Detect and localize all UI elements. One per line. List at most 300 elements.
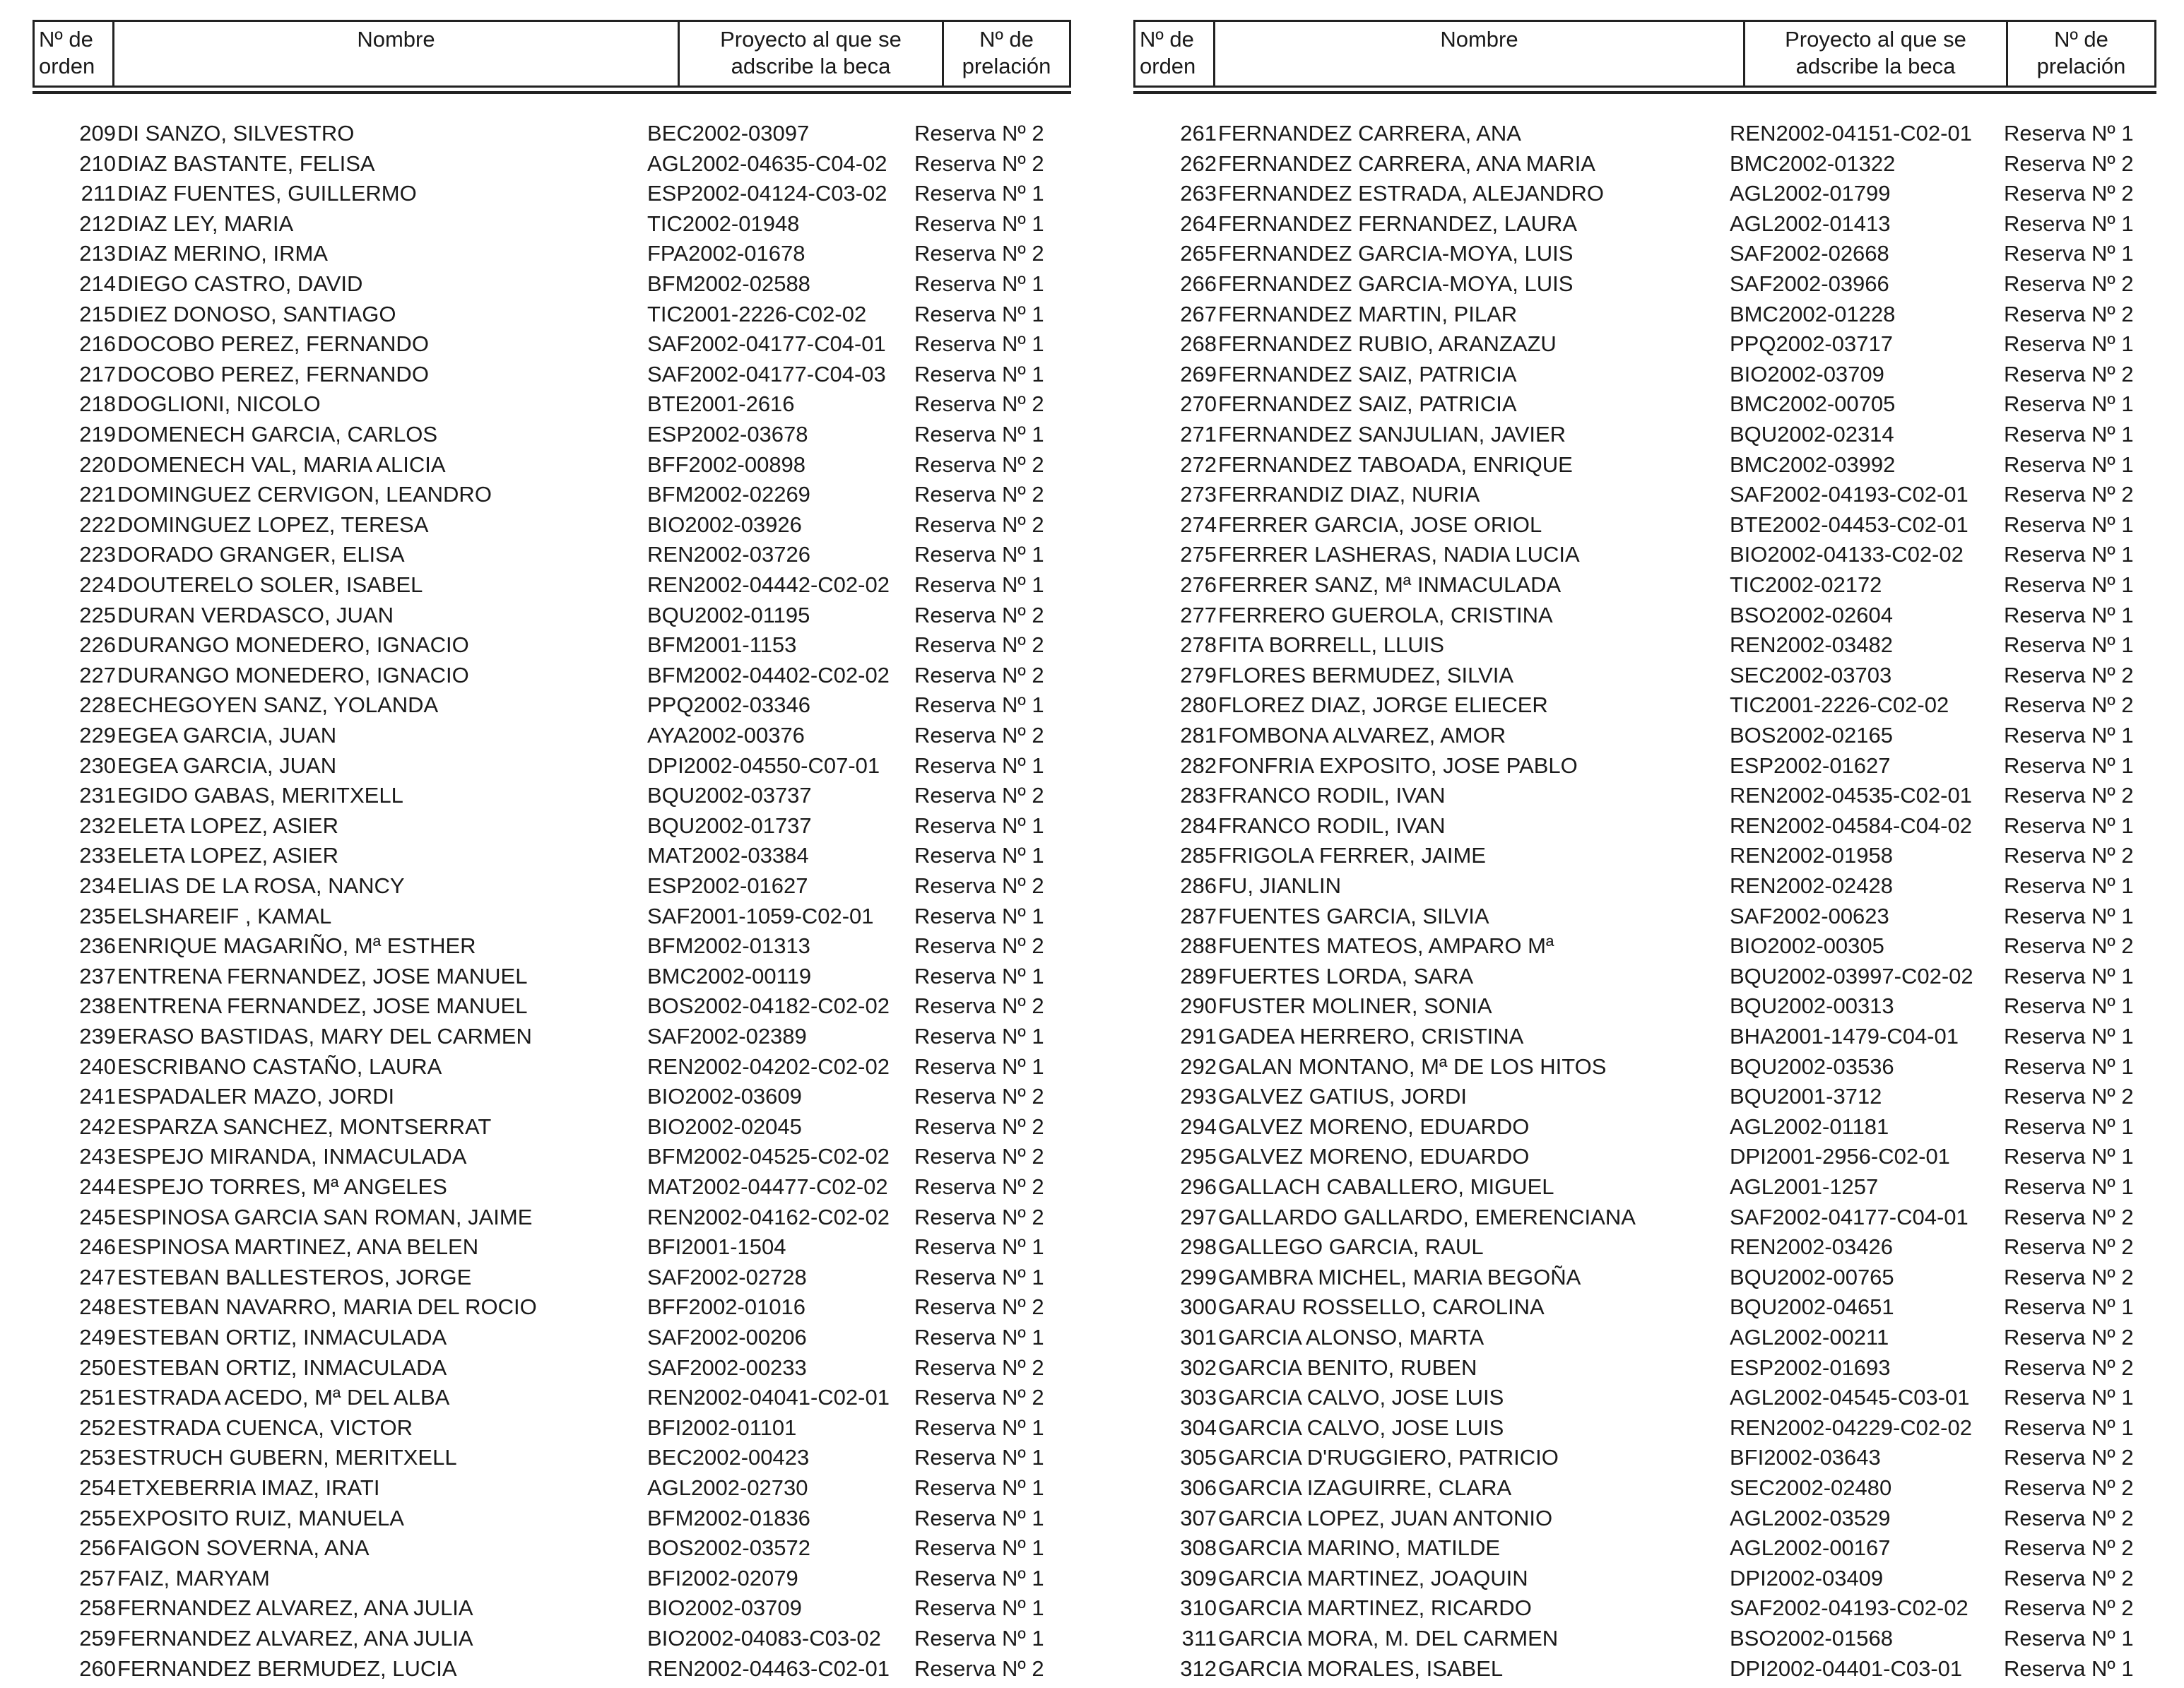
row-prelacion: Reserva Nº 1 (2004, 451, 2134, 477)
row-nombre: FUSTER MOLINER, SONIA (1218, 993, 1492, 1019)
row-orden: 290 (1180, 993, 1217, 1019)
row-nombre: ESTRADA CUENCA, VICTOR (117, 1415, 413, 1440)
row-nombre: FUENTES MATEOS, AMPARO Mª (1218, 933, 1554, 959)
row-orden: 294 (1180, 1114, 1217, 1139)
row-prelacion: Reserva Nº 2 (914, 1084, 1044, 1109)
row-orden: 211 (81, 181, 116, 206)
table-row (33, 721, 1071, 750)
row-orden: 255 (79, 1505, 116, 1530)
row-proyecto: TIC2002-01948 (647, 211, 800, 236)
header-proyecto: Proyecto al que se adscribe la beca (678, 22, 942, 85)
table-row (33, 991, 1071, 1021)
table-row (1133, 1624, 2156, 1653)
row-nombre: ELIAS DE LA ROSA, NANCY (117, 873, 405, 898)
row-nombre: DORADO GRANGER, ELISA (117, 542, 405, 567)
header-proyecto: Proyecto al que se adscribe la beca (1743, 22, 2006, 85)
table-row (33, 1292, 1071, 1322)
row-proyecto: SAF2002-00233 (647, 1354, 807, 1380)
row-proyecto: SAF2002-04177-C04-03 (647, 361, 886, 386)
table-row (1133, 1323, 2156, 1352)
row-orden: 238 (79, 993, 116, 1019)
row-prelacion: Reserva Nº 2 (2004, 1475, 2134, 1500)
table-row (33, 1142, 1071, 1171)
row-orden: 241 (79, 1084, 116, 1109)
table-row (33, 811, 1071, 841)
table-row (33, 1112, 1071, 1142)
row-proyecto: REN2002-04584-C04-02 (1730, 813, 1972, 838)
row-proyecto: TIC2001-2226-C02-02 (1730, 692, 1949, 718)
table-row (1133, 690, 2156, 720)
row-proyecto: SAF2002-04177-C04-01 (647, 331, 886, 357)
row-orden: 227 (79, 662, 116, 687)
row-nombre: FAIGON SOVERNA, ANA (117, 1535, 370, 1561)
row-orden: 297 (1180, 1204, 1217, 1229)
row-nombre: FERNANDEZ GARCIA-MOYA, LUIS (1218, 241, 1574, 266)
table-row (33, 360, 1071, 389)
row-nombre: FLOREZ DIAZ, JORGE ELIECER (1218, 692, 1548, 718)
table-row (1133, 1413, 2156, 1443)
row-nombre: FERRER GARCIA, JOSE ORIOL (1218, 512, 1542, 537)
row-proyecto: BIO2002-03609 (647, 1084, 802, 1109)
row-prelacion: Reserva Nº 2 (2004, 1084, 2134, 1109)
row-proyecto: BQU2002-00765 (1730, 1264, 1894, 1289)
table-header (33, 20, 1071, 88)
row-prelacion: Reserva Nº 2 (2004, 1264, 2134, 1289)
row-prelacion: Reserva Nº 1 (2004, 1294, 2134, 1320)
row-orden: 272 (1180, 451, 1217, 477)
row-proyecto: REN2002-04162-C02-02 (647, 1204, 890, 1229)
row-prelacion: Reserva Nº 1 (914, 752, 1044, 778)
row-prelacion: Reserva Nº 2 (2004, 150, 2134, 176)
row-orden: 214 (79, 271, 116, 296)
row-prelacion: Reserva Nº 1 (914, 1234, 1044, 1260)
row-orden: 288 (1180, 933, 1217, 959)
row-prelacion: Reserva Nº 1 (2004, 331, 2134, 357)
row-orden: 219 (79, 422, 116, 447)
row-nombre: ESPEJO MIRANDA, INMACULADA (117, 1144, 467, 1169)
row-prelacion: Reserva Nº 1 (914, 361, 1044, 386)
row-prelacion: Reserva Nº 1 (914, 422, 1044, 447)
row-nombre: GARCIA BENITO, RUBEN (1218, 1354, 1477, 1380)
row-proyecto: ESP2002-01627 (1730, 752, 1891, 778)
row-proyecto: BFM2002-04402-C02-02 (647, 662, 890, 687)
left-table (33, 20, 1071, 1681)
row-nombre: GALVEZ MORENO, EDUARDO (1218, 1114, 1530, 1139)
row-orden: 225 (79, 602, 116, 627)
row-nombre: GALVEZ MORENO, EDUARDO (1218, 1144, 1530, 1169)
row-nombre: ESTRUCH GUBERN, MERITXELL (117, 1445, 457, 1470)
row-prelacion: Reserva Nº 2 (2004, 692, 2134, 718)
row-nombre: FU, JIANLIN (1218, 873, 1341, 898)
row-nombre: GALLACH CABALLERO, MIGUEL (1218, 1174, 1554, 1199)
row-orden: 239 (79, 1024, 116, 1049)
row-nombre: ELSHAREIF , KAMAL (117, 903, 332, 928)
row-orden: 283 (1180, 783, 1217, 808)
row-nombre: ELETA LOPEZ, ASIER (117, 813, 338, 838)
row-prelacion: Reserva Nº 2 (914, 1294, 1044, 1320)
row-nombre: ETXEBERRIA IMAZ, IRATI (117, 1475, 380, 1500)
row-prelacion: Reserva Nº 2 (914, 1144, 1044, 1169)
table-row (1133, 1172, 2156, 1202)
row-prelacion: Reserva Nº 2 (914, 241, 1044, 266)
row-nombre: FERNANDEZ ESTRADA, ALEJANDRO (1218, 181, 1605, 206)
row-prelacion: Reserva Nº 2 (914, 1114, 1044, 1139)
row-nombre: DIAZ BASTANTE, FELISA (117, 150, 375, 176)
row-orden: 312 (1180, 1655, 1217, 1681)
row-nombre: GARCIA IZAGUIRRE, CLARA (1218, 1475, 1512, 1500)
row-prelacion: Reserva Nº 1 (2004, 572, 2134, 597)
row-proyecto: BQU2002-01195 (647, 602, 810, 627)
row-orden: 266 (1180, 271, 1217, 296)
row-nombre: ESCRIBANO CASTAÑO, LAURA (117, 1053, 442, 1079)
row-prelacion: Reserva Nº 1 (914, 843, 1044, 868)
row-orden: 230 (79, 752, 116, 778)
row-proyecto: REN2002-04535-C02-01 (1730, 783, 1972, 808)
row-nombre: ESPEJO TORRES, Mª ANGELES (117, 1174, 447, 1199)
row-proyecto: AYA2002-00376 (647, 723, 805, 748)
table-row (1133, 360, 2156, 389)
row-orden: 289 (1180, 963, 1217, 988)
table-row (1133, 269, 2156, 299)
row-nombre: GARCIA MORALES, ISABEL (1218, 1655, 1504, 1681)
row-orden: 245 (79, 1204, 116, 1229)
row-nombre: GARAU ROSSELLO, CAROLINA (1218, 1294, 1545, 1320)
row-proyecto: AGL2001-1257 (1730, 1174, 1879, 1199)
row-prelacion: Reserva Nº 2 (914, 632, 1044, 658)
row-orden: 264 (1180, 211, 1217, 236)
row-proyecto: BSO2002-02604 (1730, 602, 1893, 627)
table-row (1133, 781, 2156, 810)
table-row (1133, 871, 2156, 901)
row-orden: 256 (79, 1535, 116, 1561)
row-proyecto: BMC2002-03992 (1730, 451, 1896, 477)
row-prelacion: Reserva Nº 2 (914, 1174, 1044, 1199)
table-row (33, 179, 1071, 208)
table-row (33, 1533, 1071, 1563)
row-orden: 285 (1180, 843, 1217, 868)
row-proyecto: AGL2002-04545-C03-01 (1730, 1385, 1970, 1410)
row-proyecto: BOS2002-03572 (647, 1535, 810, 1561)
row-orden: 244 (79, 1174, 116, 1199)
row-orden: 226 (79, 632, 116, 658)
row-proyecto: AGL2002-01413 (1730, 211, 1891, 236)
table-row (1133, 480, 2156, 509)
row-prelacion: Reserva Nº 1 (2004, 1415, 2134, 1440)
table-row (1133, 389, 2156, 419)
row-prelacion: Reserva Nº 1 (2004, 512, 2134, 537)
row-nombre: ESPINOSA MARTINEZ, ANA BELEN (117, 1234, 479, 1260)
table-row (33, 902, 1071, 931)
row-prelacion: Reserva Nº 1 (914, 1595, 1044, 1621)
row-proyecto: DPI2001-2956-C02-01 (1730, 1144, 1950, 1169)
row-proyecto: AGL2002-01181 (1730, 1114, 1889, 1139)
table-row (1133, 1263, 2156, 1292)
row-prelacion: Reserva Nº 1 (914, 301, 1044, 326)
row-proyecto: SAF2002-02668 (1730, 241, 1889, 266)
row-proyecto: DPI2002-04550-C07-01 (647, 752, 880, 778)
row-prelacion: Reserva Nº 1 (914, 572, 1044, 597)
table-row (1133, 1022, 2156, 1051)
row-orden: 222 (79, 512, 116, 537)
table-row (33, 781, 1071, 810)
row-proyecto: REN2002-04041-C02-01 (647, 1385, 890, 1410)
row-prelacion: Reserva Nº 2 (2004, 361, 2134, 386)
row-prelacion: Reserva Nº 2 (914, 723, 1044, 748)
row-nombre: ESTEBAN ORTIZ, INMACULADA (117, 1354, 447, 1380)
row-proyecto: BMC2002-00705 (1730, 391, 1896, 417)
row-proyecto: SEC2002-03703 (1730, 662, 1892, 687)
row-prelacion: Reserva Nº 2 (914, 662, 1044, 687)
row-nombre: FRANCO RODIL, IVAN (1218, 783, 1446, 808)
row-prelacion: Reserva Nº 1 (914, 1024, 1044, 1049)
row-proyecto: BFI2002-03643 (1730, 1445, 1881, 1470)
row-prelacion: Reserva Nº 1 (914, 211, 1044, 236)
row-orden: 249 (79, 1325, 116, 1350)
row-orden: 275 (1180, 542, 1217, 567)
row-prelacion: Reserva Nº 2 (2004, 783, 2134, 808)
row-prelacion: Reserva Nº 1 (2004, 241, 2134, 266)
row-proyecto: BTE2001-2616 (647, 391, 795, 417)
row-proyecto: BQU2002-03536 (1730, 1053, 1894, 1079)
row-nombre: ESTRADA ACEDO, Mª DEL ALBA (117, 1385, 450, 1410)
row-proyecto: AGL2002-04635-C04-02 (647, 150, 887, 176)
table-row (1133, 1232, 2156, 1262)
row-prelacion: Reserva Nº 2 (2004, 482, 2134, 507)
row-nombre: ESPARZA SANCHEZ, MONTSERRAT (117, 1114, 492, 1139)
row-nombre: GARCIA MARTINEZ, JOAQUIN (1218, 1565, 1528, 1590)
table-row (1133, 1142, 2156, 1171)
table-row (33, 1473, 1071, 1503)
row-orden: 250 (79, 1354, 116, 1380)
row-orden: 306 (1180, 1475, 1217, 1500)
row-nombre: FERNANDEZ ALVAREZ, ANA JULIA (117, 1595, 473, 1621)
table-row (33, 1624, 1071, 1653)
row-nombre: FERNANDEZ ALVAREZ, ANA JULIA (117, 1626, 473, 1651)
row-prelacion: Reserva Nº 1 (2004, 723, 2134, 748)
row-prelacion: Reserva Nº 1 (914, 813, 1044, 838)
row-orden: 304 (1180, 1415, 1217, 1440)
row-prelacion: Reserva Nº 2 (914, 933, 1044, 959)
row-prelacion: Reserva Nº 1 (914, 181, 1044, 206)
table-row (1133, 1593, 2156, 1623)
table-row (33, 480, 1071, 509)
table-row (33, 570, 1071, 600)
row-prelacion: Reserva Nº 2 (2004, 301, 2134, 326)
table-row (33, 1203, 1071, 1232)
row-orden: 267 (1180, 301, 1217, 326)
table-row (1133, 179, 2156, 208)
table-row (1133, 1533, 2156, 1563)
table-row (33, 540, 1071, 569)
table-row (33, 420, 1071, 449)
row-prelacion: Reserva Nº 2 (914, 1354, 1044, 1380)
row-nombre: DOMINGUEZ CERVIGON, LEANDRO (117, 482, 492, 507)
row-proyecto: ESP2002-04124-C03-02 (647, 181, 887, 206)
row-prelacion: Reserva Nº 1 (2004, 602, 2134, 627)
table-row (33, 690, 1071, 720)
row-prelacion: Reserva Nº 1 (2004, 391, 2134, 417)
table-row (33, 1263, 1071, 1292)
row-orden: 274 (1180, 512, 1217, 537)
row-nombre: ESTEBAN NAVARRO, MARIA DEL ROCIO (117, 1294, 537, 1320)
row-orden: 216 (79, 331, 116, 357)
row-orden: 279 (1180, 662, 1217, 687)
row-proyecto: BMC2002-01228 (1730, 301, 1896, 326)
row-prelacion: Reserva Nº 2 (2004, 1445, 2134, 1470)
row-nombre: GARCIA LOPEZ, JUAN ANTONIO (1218, 1505, 1553, 1530)
row-prelacion: Reserva Nº 2 (2004, 1595, 2134, 1621)
table-row (1133, 931, 2156, 961)
table-row (1133, 239, 2156, 268)
row-nombre: FERRERO GUEROLA, CRISTINA (1218, 602, 1553, 627)
row-prelacion: Reserva Nº 1 (2004, 1385, 2134, 1410)
row-nombre: ENRIQUE MAGARIÑO, Mª ESTHER (117, 933, 476, 959)
row-nombre: FERNANDEZ TABOADA, ENRIQUE (1218, 451, 1573, 477)
row-orden: 260 (79, 1655, 116, 1681)
row-proyecto: MAT2002-04477-C02-02 (647, 1174, 888, 1199)
table-row (33, 1022, 1071, 1051)
row-orden: 311 (1181, 1626, 1217, 1651)
header-orden: Nº de orden (1140, 27, 1196, 78)
row-orden: 278 (1180, 632, 1217, 658)
row-nombre: FERNANDEZ BERMUDEZ, LUCIA (117, 1655, 457, 1681)
row-proyecto: BIO2002-03926 (647, 512, 802, 537)
row-nombre: ESPINOSA GARCIA SAN ROMAN, JAIME (117, 1204, 533, 1229)
row-nombre: GARCIA CALVO, JOSE LUIS (1218, 1415, 1504, 1440)
row-nombre: FERRER SANZ, Mª INMACULADA (1218, 572, 1562, 597)
row-nombre: FUENTES GARCIA, SILVIA (1218, 903, 1489, 928)
row-orden: 309 (1180, 1565, 1217, 1590)
row-prelacion: Reserva Nº 2 (914, 993, 1044, 1019)
row-prelacion: Reserva Nº 1 (914, 1626, 1044, 1651)
row-prelacion: Reserva Nº 1 (914, 1505, 1044, 1530)
row-orden: 265 (1180, 241, 1217, 266)
row-nombre: DURAN VERDASCO, JUAN (117, 602, 394, 627)
row-proyecto: SAF2002-00623 (1730, 903, 1889, 928)
table-row (1133, 1203, 2156, 1232)
row-proyecto: SAF2002-00206 (647, 1325, 807, 1350)
row-proyecto: DPI2002-03409 (1730, 1565, 1884, 1590)
row-orden: 271 (1180, 422, 1217, 447)
row-proyecto: TIC2001-2226-C02-02 (647, 301, 867, 326)
table-row (33, 329, 1071, 359)
row-orden: 261 (1180, 121, 1217, 146)
row-proyecto: BQU2002-02314 (1730, 422, 1894, 447)
row-nombre: GARCIA MARINO, MATILDE (1218, 1535, 1501, 1561)
row-proyecto: BFF2002-01016 (647, 1294, 806, 1320)
table-row (1133, 420, 2156, 449)
table-row (1133, 1052, 2156, 1082)
row-prelacion: Reserva Nº 1 (914, 963, 1044, 988)
row-orden: 237 (79, 963, 116, 988)
table-row (33, 1383, 1071, 1412)
table-header (1133, 20, 2156, 88)
row-nombre: FONFRIA EXPOSITO, JOSE PABLO (1218, 752, 1578, 778)
row-proyecto: ESP2002-03678 (647, 422, 808, 447)
row-orden: 287 (1180, 903, 1217, 928)
row-proyecto: BFM2002-01313 (647, 933, 810, 959)
row-nombre: DURANGO MONEDERO, IGNACIO (117, 662, 469, 687)
row-orden: 253 (79, 1445, 116, 1470)
table-row (33, 1052, 1071, 1082)
table-row (1133, 751, 2156, 781)
row-orden: 229 (79, 723, 116, 748)
row-proyecto: BQU2001-3712 (1730, 1084, 1882, 1109)
row-prelacion: Reserva Nº 2 (2004, 181, 2134, 206)
table-row (33, 149, 1071, 179)
row-orden: 280 (1180, 692, 1217, 718)
table-row (33, 269, 1071, 299)
row-prelacion: Reserva Nº 2 (2004, 1505, 2134, 1530)
row-proyecto: REN2002-02428 (1730, 873, 1893, 898)
row-proyecto: ESP2002-01693 (1730, 1354, 1891, 1380)
row-orden: 276 (1180, 572, 1217, 597)
row-prelacion: Reserva Nº 1 (914, 271, 1044, 296)
row-orden: 269 (1180, 361, 1217, 386)
row-nombre: ESTEBAN BALLESTEROS, JORGE (117, 1264, 472, 1289)
row-proyecto: BFM2002-04525-C02-02 (647, 1144, 890, 1169)
table-row (33, 1564, 1071, 1593)
row-proyecto: BIO2002-00305 (1730, 933, 1884, 959)
table-row (33, 871, 1071, 901)
row-proyecto: REN2002-01958 (1730, 843, 1893, 868)
header-nombre: Nombre (112, 22, 678, 85)
table-row (1133, 1443, 2156, 1472)
table-row (33, 1413, 1071, 1443)
row-orden: 220 (79, 451, 116, 477)
row-orden: 232 (79, 813, 116, 838)
table-row (1133, 149, 2156, 179)
row-proyecto: PPQ2002-03717 (1730, 331, 1893, 357)
row-nombre: GALVEZ GATIUS, JORDI (1218, 1084, 1467, 1109)
table-row (33, 1654, 1071, 1684)
row-prelacion: Reserva Nº 1 (2004, 1655, 2134, 1681)
row-prelacion: Reserva Nº 2 (914, 1655, 1044, 1681)
row-prelacion: Reserva Nº 2 (914, 512, 1044, 537)
row-orden: 252 (79, 1415, 116, 1440)
table-row (33, 1232, 1071, 1262)
table-row (1133, 510, 2156, 540)
row-orden: 215 (79, 301, 116, 326)
row-prelacion: Reserva Nº 2 (2004, 662, 2134, 687)
row-proyecto: TIC2002-02172 (1730, 572, 1882, 597)
row-proyecto: SEC2002-02480 (1730, 1475, 1892, 1500)
table-row (1133, 991, 2156, 1021)
row-orden: 217 (79, 361, 116, 386)
row-orden: 257 (79, 1565, 116, 1590)
table-row (1133, 630, 2156, 660)
table-row (1133, 119, 2156, 148)
row-nombre: DIAZ FUENTES, GUILLERMO (117, 181, 417, 206)
row-proyecto: SAF2002-04193-C02-01 (1730, 482, 1968, 507)
row-proyecto: BOS2002-04182-C02-02 (647, 993, 890, 1019)
table-row (1133, 1082, 2156, 1111)
row-orden: 209 (79, 121, 116, 146)
row-orden: 235 (79, 903, 116, 928)
row-prelacion: Reserva Nº 1 (2004, 422, 2134, 447)
row-orden: 286 (1180, 873, 1217, 898)
row-orden: 248 (79, 1294, 116, 1320)
table-row (33, 1443, 1071, 1472)
table-row (33, 450, 1071, 480)
table-row (33, 601, 1071, 630)
row-nombre: GARCIA MARTINEZ, RICARDO (1218, 1595, 1532, 1621)
row-nombre: FERNANDEZ SAIZ, PATRICIA (1218, 391, 1517, 417)
row-nombre: ESTEBAN ORTIZ, INMACULADA (117, 1325, 447, 1350)
row-proyecto: SAF2001-1059-C02-01 (647, 903, 874, 928)
table-row (33, 630, 1071, 660)
row-proyecto: SAF2002-02389 (647, 1024, 807, 1049)
